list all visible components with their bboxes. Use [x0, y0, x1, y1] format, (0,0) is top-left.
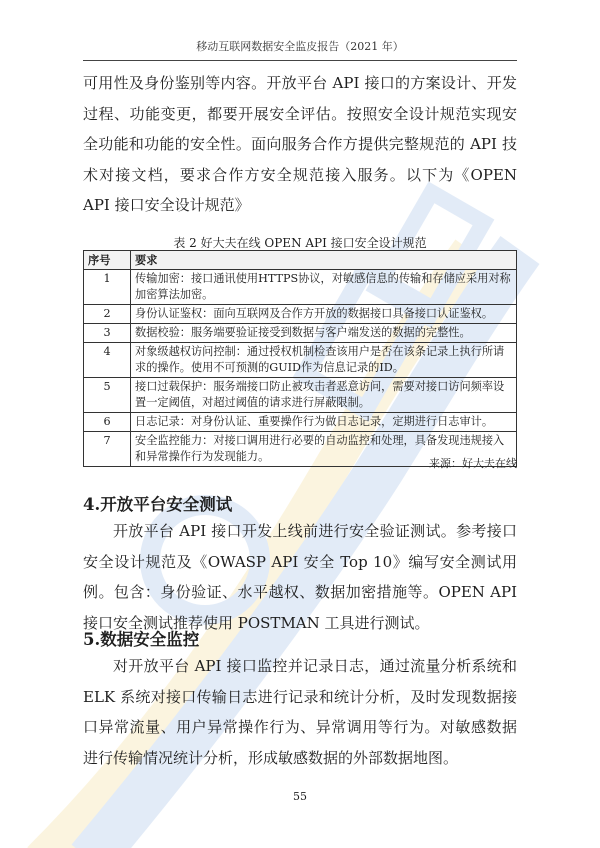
row-requirement: 对象级越权访问控制：通过授权机制检查该用户是否在该条记录上执行所请求的操作。使用不可预测的GUID作为信息记录的ID。 [131, 343, 517, 378]
row-requirement: 传输加密：接口通讯使用HTTPS协议，对敏感信息的传输和存储应采用对称加密算法加密。 [131, 270, 517, 305]
row-requirement: 接口过载保护：服务端接口防止被攻击者恶意访问，需要对接口访问频率设置一定阈值，对超过阈值的请求进行屏蔽限制。 [131, 378, 517, 413]
section-4-heading: 4.开放平台安全测试 [83, 495, 233, 514]
table-row [84, 305, 517, 324]
row-requirement: 安全监控能力：对接口调用进行必要的自动监控和处理，具备发现违规接入和异常操作行为发现能力。 [131, 432, 517, 467]
running-header: 移动互联网数据安全监皮报告（2021 年） [83, 38, 517, 61]
table-header-row [84, 251, 517, 270]
table-row [84, 324, 517, 343]
row-number: 7 [84, 432, 131, 467]
table-row [84, 270, 517, 305]
row-number: 6 [84, 413, 131, 432]
requirements-table [83, 250, 517, 467]
table-row [84, 343, 517, 378]
table-row [84, 413, 517, 432]
col-header-no: 序号 [84, 251, 131, 270]
section-5-heading: 5.数据安全监控 [83, 630, 200, 649]
row-requirement: 日志记录：对身份认证、重要操作行为做日志记录，定期进行日志审计。 [131, 413, 517, 432]
page-number: 55 [293, 790, 307, 803]
row-number: 3 [84, 324, 131, 343]
section-4-paragraph: 开放平台 API 接口开发上线前进行安全验证测试。参考接口安全设计规范及《OWASP API 安全 Top 10》编写安全测试用例。包含：身份验证、水平越权、数据加密措施等。OPEN API 接口安全测试推荐使用 POSTMAN 工具进行测试。 [83, 522, 517, 632]
section-5-paragraph: 对开放平台 API 接口监控并记录日志，通过流量分析系统和 ELK 系统对接口传输日志进行记录和统计分析，及时发现数据接口异常流量、用户异常操作行为、异常调用等行为。对敏感数据进行传输情况统计分析，形成敏感数据的外部数据地图。 [83, 657, 517, 767]
table-row [84, 378, 517, 413]
table-source: 来源：好大夫在线 [429, 457, 517, 470]
row-number: 4 [84, 343, 131, 378]
row-requirement: 身份认证鉴权：面向互联网及合作方开放的数据接口具备接口认证鉴权。 [131, 305, 517, 324]
row-requirement: 数据校验：服务端要验证接受到数据与客户端发送的数据的完整性。 [131, 324, 517, 343]
row-number: 5 [84, 378, 131, 413]
table-caption: 表 2 好大夫在线 OPEN API 接口安全设计规范 [173, 236, 427, 250]
row-number: 2 [84, 305, 131, 324]
col-header-req: 要求 [131, 251, 517, 270]
row-number: 1 [84, 270, 131, 305]
intro-paragraph: 可用性及身份鉴别等内容。开放平台 API 接口的方案设计、开发过程、功能变更，都要开展安全评估。按照安全设计规范实现安全功能和功能的安全性。面向服务合作方提供完整规范的 API 技术对接文档，要求合作方安全规范接入服务。以下为《OPEN API 接口安全设计规范》 [83, 74, 517, 214]
